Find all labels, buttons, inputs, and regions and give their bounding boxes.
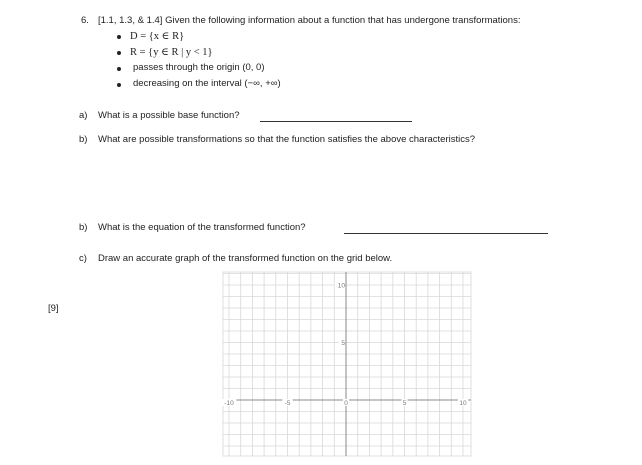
axes xyxy=(223,272,471,456)
x-tick-label: 5 xyxy=(402,400,407,407)
part-b2-label: b) xyxy=(79,222,88,233)
x-tick-label: 0 xyxy=(344,400,348,407)
condition-decreasing: decreasing on the interval (−∞, +∞) xyxy=(133,78,281,89)
x-tick-label: -10 xyxy=(224,400,234,407)
marks-label: [9] xyxy=(48,303,59,314)
grid-lines xyxy=(223,272,471,456)
part-a-text: What is a possible base function? xyxy=(98,110,240,121)
y-tick-label: 10 xyxy=(337,282,345,290)
condition-range: R = {y ∈ R | y < 1} xyxy=(130,47,213,58)
part-b2-text: What is the equation of the transformed function? xyxy=(98,222,306,233)
condition-domain: D = {x ∈ R} xyxy=(130,31,185,42)
part-b1-label: b) xyxy=(79,134,88,145)
grid-border xyxy=(223,272,471,456)
x-tick-label: 10 xyxy=(459,400,467,407)
question-number: 6. xyxy=(81,15,89,26)
part-c-text: Draw an accurate graph of the transformed function on the grid below. xyxy=(98,253,393,264)
part-c-label: c) xyxy=(79,253,87,264)
question-intro: [1.1, 1.3, & 1.4] Given the following information about a function that has undergone transformations: xyxy=(98,15,521,26)
x-tick-label: -5 xyxy=(284,400,291,407)
part-b1-text: What are possible transformations so that the function satisfies the above characteristics? xyxy=(98,134,476,145)
y-tick-label: 5 xyxy=(341,340,345,347)
condition-origin: passes through the origin (0, 0) xyxy=(133,62,265,73)
part-a-label: a) xyxy=(79,110,88,121)
